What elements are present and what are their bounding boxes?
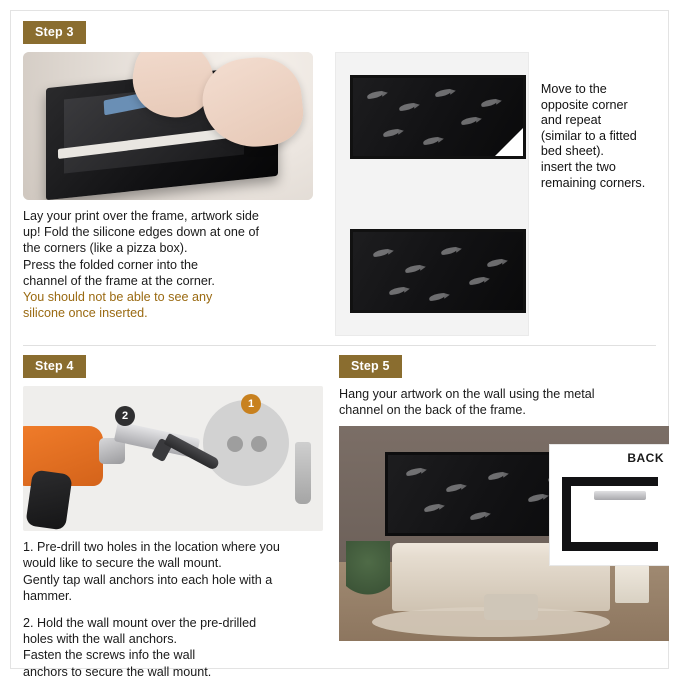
side-note-line-4: (similar to a fitted	[540, 128, 637, 143]
step-3-badge: Step 3	[23, 21, 86, 44]
step-5-badge: Step 5	[339, 355, 402, 378]
step-3-content-row	[23, 52, 678, 336]
wall-anchor-icon	[295, 442, 311, 504]
step-5-instructions	[339, 386, 659, 418]
callout-marker-1: 1	[241, 394, 261, 414]
step-3-caption	[23, 208, 323, 321]
mount-hole-left	[227, 436, 243, 452]
step-3-warning-line-2: silicone once inserted.	[23, 306, 148, 321]
step-3-warning-line-1: You should not be able to see any	[23, 290, 213, 305]
step-3-caption-line-5: channel of the frame at the corner.	[23, 273, 215, 288]
callout-marker-2: 2	[115, 406, 135, 426]
section-divider	[23, 345, 656, 346]
step-3-caption-line-1: Lay your print over the frame, artwork side	[23, 209, 259, 223]
step-3-caption-line-4: Press the folded corner into the	[23, 257, 199, 272]
plant	[346, 541, 390, 611]
step-4-line-8: anchors to secure the wall mount.	[23, 664, 212, 679]
side-note-line-6: insert the two	[540, 159, 616, 174]
step-4-line-6: holes with the wall anchors.	[23, 632, 178, 647]
coffee-table	[484, 594, 538, 620]
step-4-badge: Step 4	[23, 355, 86, 378]
step-3-section	[23, 21, 678, 336]
step-4-line-gap	[23, 605, 323, 615]
step-4-illustration-drill-mount	[23, 386, 323, 531]
side-note-line-1: Move to the	[540, 82, 607, 96]
step-5-line-2: channel on the back of the frame.	[339, 403, 526, 418]
step-4-section	[23, 355, 333, 680]
frame-back-detail-inset	[549, 444, 669, 566]
side-note-line-2: opposite corner	[540, 97, 628, 112]
folded-corner-highlight	[494, 127, 524, 157]
step-4-line-1: 1. Pre-drill two holes in the location where you	[23, 540, 280, 554]
artwork-complete-diagram	[350, 229, 526, 313]
step-4-instructions	[23, 539, 323, 680]
artwork-corner-folded-diagram	[350, 75, 526, 159]
step-3-diagram-panel	[335, 52, 529, 336]
step-4-line-2: would like to secure the wall mount.	[23, 556, 222, 571]
side-note-line-7: remaining corners.	[540, 175, 646, 190]
step-3-left-column	[23, 52, 323, 336]
back-label: BACK	[627, 451, 664, 466]
side-note-line-5: bed sheet).	[540, 144, 604, 159]
step-5-section	[339, 355, 679, 641]
frame-back-profile	[562, 477, 658, 551]
page-frame	[10, 10, 669, 679]
step-4-line-3: Gently tap wall anchors into each hole with a	[23, 572, 273, 587]
step-3-caption-line-2: up! Fold the silicone edges down at one of	[23, 225, 259, 240]
lamp	[615, 563, 649, 603]
step-5-room-photo	[339, 426, 669, 641]
drill-grip	[25, 469, 72, 530]
step-4-line-7: Fasten the screws info the wall	[23, 648, 196, 663]
step-3-side-note	[541, 52, 678, 336]
step-5-line-1: Hang your artwork on the wall using the metal	[339, 387, 595, 401]
step-3-photo-hands-folding-print	[23, 52, 313, 200]
side-note-line-3: and repeat	[540, 113, 602, 128]
step-4-line-4: hammer.	[23, 589, 72, 604]
step-4-line-5: 2. Hold the wall mount over the pre-drilled	[23, 615, 257, 630]
mount-hole-right	[251, 436, 267, 452]
step-3-caption-line-3: the corners (like a pizza box).	[23, 241, 188, 256]
metal-channel-icon	[594, 491, 646, 500]
